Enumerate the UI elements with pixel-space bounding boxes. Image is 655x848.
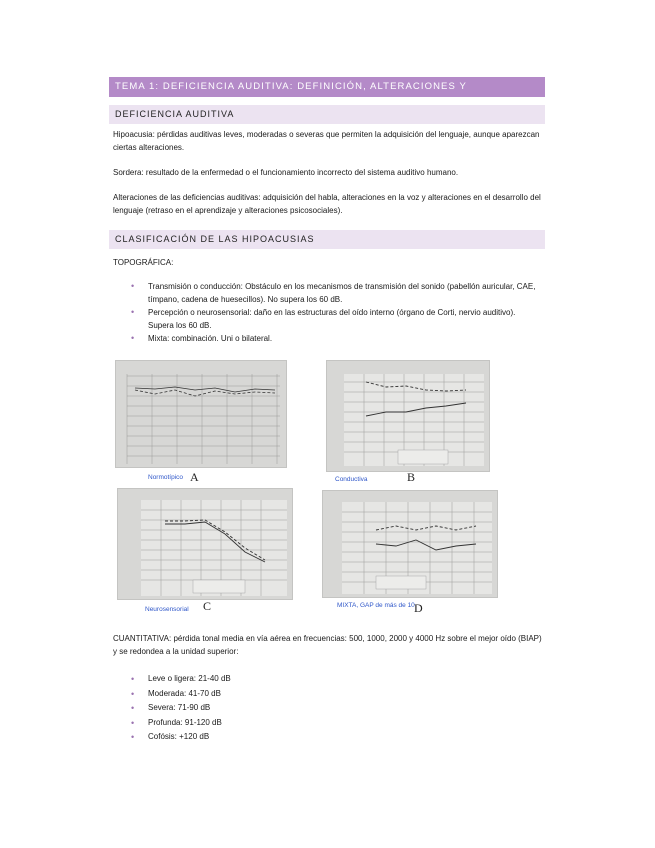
figure-d-caption: MIXTA, GAP de más de 10 (337, 602, 415, 609)
bullet-icon: • (131, 732, 135, 742)
figure-a-caption: Normotípico (148, 474, 184, 481)
list-item-text: Moderada: 41-70 dB (148, 688, 221, 698)
paragraph-cuantitativa: CUANTITATIVA: pérdida tonal media en vía aérea en frecuencias: 500, 1000, 2000 y 4000 Hz sobre el mejor oído (BIAP) y se redondea a la unidad superior: (113, 634, 542, 656)
bullet-icon: • (131, 674, 135, 684)
bullet-icon: • (131, 717, 135, 728)
list-item (113, 701, 543, 716)
audiogram-photo-a (115, 360, 287, 468)
list-item (113, 306, 543, 332)
audiogram-photo-c (117, 488, 293, 600)
list-item-text: Leve o ligera: 21-40 dB (148, 674, 231, 683)
figure-c-letter: C (203, 599, 212, 613)
paragraph-alteraciones: Alteraciones de las deficiencias auditivas: adquisición del habla, alteraciones en la voz y alteraciones en el desarrollo del lenguaje (retraso en el aprendizaje y alteraciones psicosociales). (113, 193, 541, 215)
list-item-text: Mixta: combinación. Uni o bilateral. (148, 334, 273, 343)
paragraph-hipoacusia: Hipoacusia: pérdidas auditivas leves, moderadas o severas que permiten la adquisición del lenguaje, aunque aparezcan ciertas alteraciones. (113, 130, 540, 152)
list-item-text: Cofósis: +120 dB (148, 732, 210, 741)
list-item (113, 730, 543, 745)
figure-b-caption: Conductiva (335, 476, 368, 483)
figure-b-letter: B (407, 470, 416, 484)
list-item-text: Percepción o neurosensorial: daño en las estructuras del oído interno (órgano de Corti, nervio auditivo). Supera los 60 dB. (148, 308, 516, 330)
topografica-list (113, 280, 543, 345)
list-item-text: Profunda: 91-120 dB (148, 717, 222, 727)
list-item (113, 280, 543, 306)
list-item-text: Transmisión o conducción: Obstáculo en los mecanismos de transmisión del sonido (pabellón auricular, CAE, tímpano, cadena de huesecillos). No supera los 60 dB. (148, 282, 536, 304)
list-item (113, 716, 543, 731)
bullet-icon: • (131, 307, 135, 317)
topografica-label: TOPOGRÁFICA: (113, 258, 174, 267)
paragraph-sordera: Sordera: resultado de la enfermedad o el funcionamiento incorrecto del sistema auditivo humano. (113, 168, 459, 177)
section-heading-deficiencia: DEFICIENCIA AUDITIVA (109, 105, 545, 124)
audiogram-d-graphic (322, 490, 498, 598)
list-item (113, 672, 543, 687)
list-item-text: Severa: 71-90 dB (148, 703, 211, 712)
bullet-icon: • (131, 333, 135, 343)
figure-d-letter: D (414, 601, 423, 615)
audiogram-photo-b (326, 360, 490, 472)
bullet-icon: • (131, 688, 135, 699)
audiogram-photo-d (322, 490, 498, 598)
cuantitativa-list (113, 672, 543, 745)
audiogram-a-graphic (115, 360, 287, 468)
figure-c-caption: Neurosensorial (145, 606, 189, 613)
section-heading-clasificacion: CLASIFICACIÓN DE LAS HIPOACUSIAS (109, 230, 545, 249)
audiogram-b-graphic (326, 360, 490, 472)
audiogram-c-graphic (117, 488, 293, 600)
page-title-banner: TEMA 1: DEFICIENCIA AUDITIVA: DEFINICIÓN, ALTERACIONES Y (109, 77, 545, 97)
list-item (113, 687, 543, 702)
figure-a-letter: A (190, 470, 199, 484)
bullet-icon: • (131, 281, 135, 291)
bullet-icon: • (131, 703, 135, 713)
list-item (113, 332, 543, 345)
